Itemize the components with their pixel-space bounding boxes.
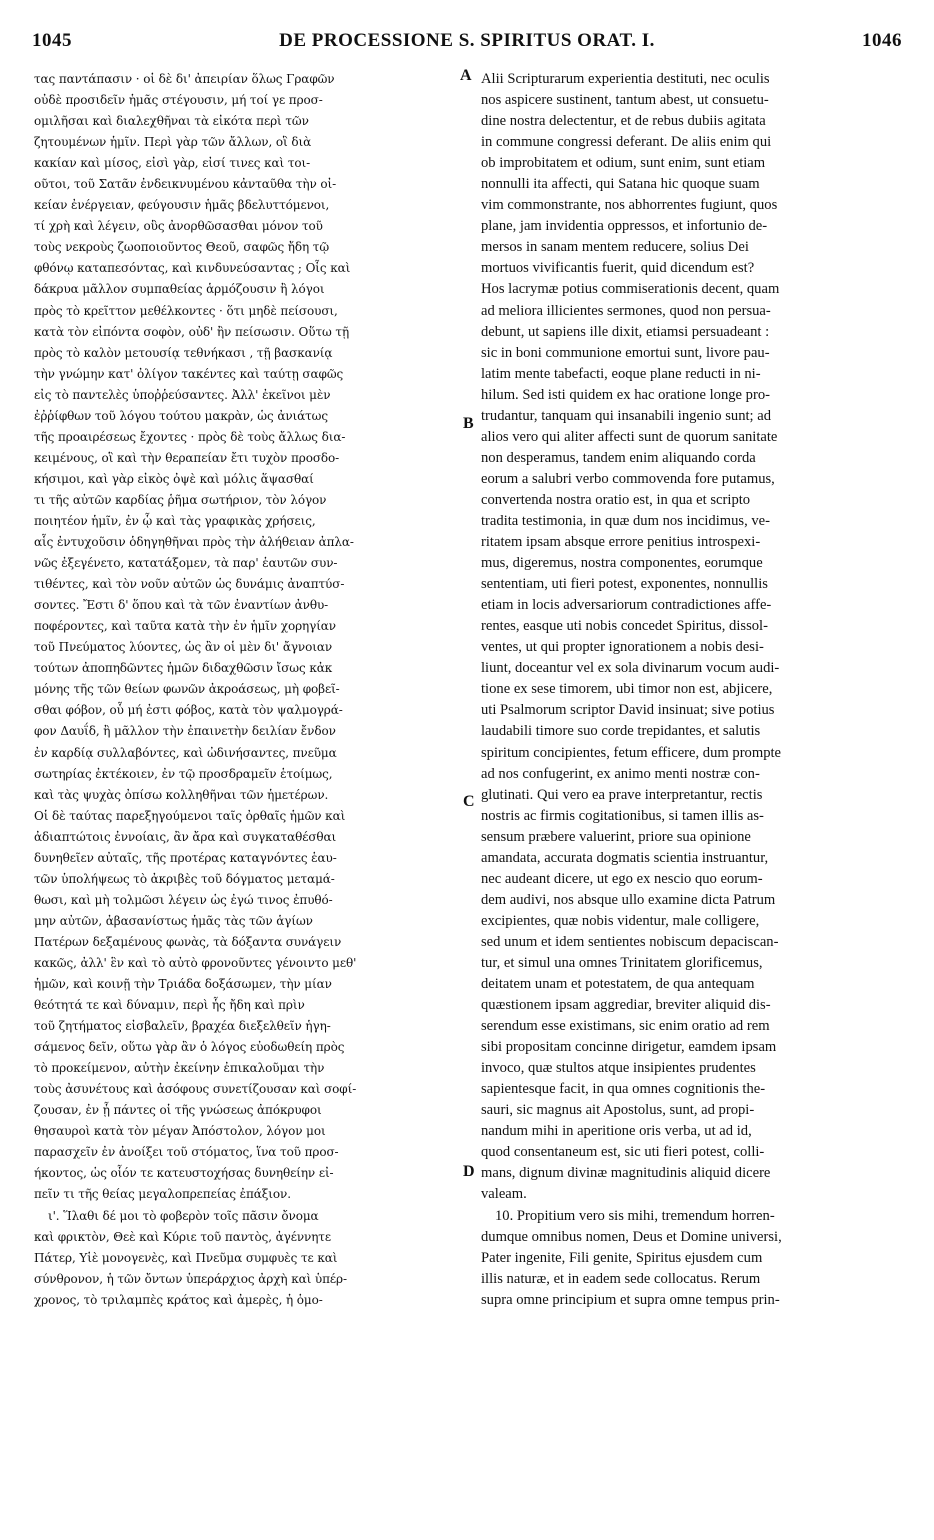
text-line: mersos in sanam mentem reducere, solius Dei — [481, 239, 749, 256]
text-line: illis naturæ, et in eadem sede collocatus. Rerum — [481, 1270, 761, 1287]
text-line: latim mente tabefacti, eoque plane reducti in ni- — [481, 365, 761, 382]
section-marker-d: D — [463, 1163, 475, 1180]
text-line: spiritum concipientes, fetum efficere, dum prompte — [481, 744, 782, 761]
text-line: ποφέροντες, καὶ ταῦτα κατὰ τὴν ἐν ἡμῖν χορηγίαν — [34, 619, 336, 634]
text-line: κήσιμοι, καὶ γὰρ εἰκὸς ὀψὲ καὶ μόλις ἅψασθαί — [34, 471, 314, 486]
text-line: trudantur, tanquam qui insanabili ingenio sunt; ad — [481, 407, 772, 424]
text-line: ι'. Ἵλαθι δέ μοι τὸ φοβερὸν τοῖς πᾶσιν ὄνομα — [48, 1208, 319, 1223]
text-line: hilum. Sed isti quidem ex hac oratione longe pro- — [481, 386, 770, 403]
text-line: σύνθρονον, ἡ τῶν ὄντων ὑπεράρχιος ἀρχὴ καὶ ὑπέρ- — [34, 1271, 347, 1286]
running-title: DE PROCESSIONE S. SPIRITUS ORAT. I. — [279, 30, 655, 51]
text-line: tione ex sese timorem, ubi timor non est, abjicere, — [481, 681, 773, 698]
text-line: sapientesque facit, in qua omnes cognitionis the- — [481, 1081, 766, 1098]
text-line: sententiam, uti fieri potest, exponentes, nonnullis — [481, 576, 768, 593]
section-marker-a: A — [460, 67, 472, 84]
text-line: ventes, ut qui propter ignorationem a nobis desi- — [481, 639, 764, 656]
text-line: eorum a salubri verbo commovenda fore putamus, — [481, 470, 775, 487]
text-line: plane, jam invidentia oppressos, et infortunio de- — [481, 218, 768, 235]
text-line: οὐδὲ προσιδεῖν ἡμᾶς στέγουσιν, μή τοί γε προσ- — [34, 93, 323, 108]
text-line: πεῖν τι τῆς θείας μεγαλοπρεπείας ἐπάξιον. — [34, 1187, 291, 1202]
text-line: τῆς προαιρέσεως ἔχοντες · πρὸς δὲ τοὺς ἄλλως δια- — [34, 429, 346, 444]
text-line: dem audivi, nos absque ullo examine dicta Patrum — [481, 891, 776, 908]
text-line: τοῦ ζητήματος εἰσβαλεῖν, βραχέα διεξελθεῖν ἡγη- — [34, 1019, 331, 1034]
latin-column — [481, 69, 906, 1311]
text-line: δυνηθεῖεν αὐταῖς, τῆς προτέρας καταγνόντες ἑαυ- — [34, 850, 337, 865]
text-line: debunt, ut sapiens ille dixit, etiamsi persuadeant : — [481, 323, 770, 340]
text-line: Hos lacrymæ potius commiserationis decent, quam — [481, 281, 780, 298]
text-line: vim commonstrante, nos abhorrentes fugiunt, quos — [481, 197, 778, 214]
text-line: τοὺς ἀσυνέτους καὶ ἀσόφους συνετίζουσαν καὶ σοφί- — [34, 1082, 357, 1097]
text-line: τι τῆς αὐτῶν καρδίας ῥῆμα σωτήριον, τὸν λόγον — [34, 492, 327, 507]
text-line: θωσι, καὶ μὴ τολμῶσι λέγειν ὡς ἐγώ τινος ἐπυθό- — [34, 892, 333, 907]
text-line: nos aspicere sustinent, tantum abest, ut consuetu- — [481, 92, 769, 109]
text-line: ad nos confugerint, ex animo menti nostræ con- — [481, 765, 760, 782]
text-line: κακίαν καὶ μίσος, εἰσὶ γὰρ, εἰσί τινες καὶ τοι- — [34, 156, 311, 171]
text-line: rentes, easque uti nobis concedet Spiritus, dissol- — [481, 618, 768, 635]
text-line: in commune congressi deferant. De aliis enim qui — [481, 134, 772, 151]
text-line: uti Psalmorum scriptor David insinuat; sive potius — [481, 702, 775, 719]
text-line: τιθέντες, καὶ τὸν νοῦν αὐτῶν ὡς δυνάμις ἀναπτύσ- — [34, 577, 345, 592]
text-line: Pater ingenite, Fili genite, Spiritus ejusdem cum — [481, 1249, 763, 1266]
section-marker-b: B — [463, 415, 474, 432]
text-line: μην αὐτῶν, ἀβασανίστως ἡμᾶς τὰς τῶν ἁγίων — [34, 913, 313, 928]
text-line: παρασχεῖν ἐν ἀνοίξει τοῦ στόματος, ἵνα τοῦ προσ- — [34, 1145, 339, 1160]
text-line: mans, dignum divinæ magnitudinis aliquid dicere — [481, 1165, 771, 1182]
text-line: τούτων ἀποπηδῶντες ἡμῶν διδαχθῶσιν ἴσως κἀκ — [34, 661, 333, 676]
page-number-left: 1045 — [32, 30, 72, 51]
text-line: τὸ προκείμενον, αὐτὴν ἐκείνην ἐπικαλοῦμαι τὴν — [34, 1061, 325, 1076]
text-line: ομιλῆσαι καὶ διαλεχθῆναι τὰ εἰκότα περὶ τῶν — [34, 114, 309, 129]
text-line: καὶ φρικτὸν, Θεὲ καὶ Κύριε τοῦ παντὸς, ἀγέννητε — [34, 1229, 331, 1244]
text-line: σοντες. Ἔστι δ' ὅπου καὶ τὰ τῶν ἐναντίων ἀνθυ- — [34, 598, 329, 613]
text-line: 10. Propitium vero sis mihi, tremendum horren- — [495, 1207, 775, 1224]
text-line: μόνης τῆς τῶν θείων φωνῶν ἀκροάσεως, μὴ φοβεῖ- — [34, 682, 340, 697]
text-line: excipientes, quæ nobis videntur, male colligere, — [481, 912, 760, 929]
text-line: Πατέρων δεξαμένους φωνὰς, τὰ δόξαντα συνάγειν — [34, 934, 342, 949]
text-line: φον Δαυΐδ, ἢ μᾶλλον τὴν ἐπαινετὴν δειλίαν ἔνδον — [34, 724, 336, 739]
text-line: θησαυροὶ κατὰ τὸν μέγαν Ἀπόστολον, λόγον μοι — [34, 1124, 326, 1139]
text-line: nandum mihi in aperitione oris verba, ut ad id, — [481, 1123, 752, 1140]
text-line: κείαν ἐνέργειαν, φεύγουσιν ἡμᾶς βδελυττόμενοι, — [34, 198, 330, 213]
text-line: quod consentaneum est, sic uti fieri potest, colli- — [481, 1144, 765, 1161]
text-line: τας παντάπασιν · οἱ δὲ δι' ἀπειρίαν ὅλως Γραφῶν — [34, 72, 335, 86]
text-line: tur, et simul una omnes Trinitatem glorificemus, — [481, 954, 763, 971]
text-line: καὶ τὰς ψυχὰς ὀπίσω κολληθῆναι τῶν ἡμετέρων. — [34, 787, 329, 802]
text-line: οῦτοι, τοῦ Σατᾶν ἐνδεικνυμένου κἀνταῦθα τὴν οἰ- — [34, 177, 337, 192]
section-marker-c: C — [463, 793, 475, 810]
text-line: nec audeant dicere, ut ego ex nescio quo eorum- — [481, 870, 763, 887]
text-line: sensum præbere valuerint, priore sua opinione — [481, 828, 751, 845]
text-line: etiam in locis adversariorum contradictiones affe- — [481, 597, 772, 614]
text-line: Alii Scripturarum experientia destituti, nec oculis — [481, 71, 770, 87]
text-line: liunt, doceantur vel ex sola divinarum vocum audi- — [481, 660, 780, 677]
text-line: τὴν γνώμην κατ' ὀλίγον τακέντες καὶ ταύτῃ σαφῶς — [34, 366, 344, 381]
text-line: nonnulli ita affecti, qui Satana hic quoque suam — [481, 176, 760, 193]
text-line: ποιητέον ἡμῖν, ἐν ᾧ καὶ τὰς γραφικὰς χρήσεις, — [34, 513, 316, 528]
text-line: mortuos vivificantis fuerit, quid dicendum est? — [481, 260, 755, 277]
text-line: ritatem ipsam absque errore penitius introspexi- — [481, 534, 761, 551]
text-line: κατὰ τὸν εἰπόντα σοφὸν, οὐδ' ἢν πείσωσιν. Οὕτω τῇ — [34, 324, 350, 339]
text-line: dumque omnibus nomen, Deus et Domine universi, — [481, 1228, 782, 1245]
text-line: sed unum et idem sentientes nobiscum depaciscan- — [481, 933, 779, 950]
text-line: πρὸς τὸ καλὸν μετουσίᾳ τεθνήκασι , τῇ βασκανίᾳ — [34, 345, 333, 360]
text-line: laudabili timore suo corde trepidantes, et salutis — [481, 723, 761, 740]
text-line: ζουσαν, ἐν ᾗ πάντες οἱ τῆς γνώσεως ἀπόκρυφοι — [34, 1103, 322, 1118]
text-line: τοῦ Πνεύματος λύοντες, ὡς ἂν οἱ μὲν δι' ἄγνοιαν — [34, 640, 333, 655]
text-line: ob improbitatem et odium, sunt enim, sunt etiam — [481, 155, 766, 172]
text-line: convertenda nostra oratio est, in qua et scripto — [481, 491, 751, 508]
text-line: πρὸς τὸ κρεῖττον μεθέλκοντες · ὅτι μηδὲ πείσουσι, — [34, 303, 338, 318]
page-number-right: 1046 — [862, 30, 902, 51]
text-line: Πάτερ, Υἱὲ μονογενὲς, καὶ Πνεῦμα συμφυὲς τε καὶ — [34, 1250, 338, 1265]
text-line: θεότητά τε καὶ δύναμιν, περὶ ἧς ἤδη καὶ πρὶν — [34, 998, 305, 1013]
text-line: εἰς τὸ παντελὲς ὑποῤῥεύσαντες. Ἀλλ' ἐκεῖνοι μὲν — [34, 387, 331, 402]
text-line: supra omne principium et supra omne tempus prin- — [481, 1291, 780, 1308]
text-line: σάμενος δεῖν, οὕτω γὰρ ἂν ὁ λόγος εὐοδωθείη πρὸς — [34, 1040, 345, 1055]
text-line: alios vero qui aliter affecti sunt de quorum sanitate — [481, 428, 778, 445]
text-line: ἀδιαπτώτοις ἐννοίαις, ἂν ἄρα καὶ συγκαταθέσθαι — [34, 829, 337, 844]
text-line: ἡμῶν, καὶ κοινῇ τὴν Τριάδα δοξάσωμεν, τὴν μίαν — [34, 977, 332, 992]
text-line: serendum esse existimans, sic enim oratio ad rem — [481, 1018, 770, 1035]
text-line: ήκοντος, ὡς οἷόν τε κατευστοχήσας δυνηθείην εἰ- — [34, 1166, 334, 1181]
text-line: νῶς ἐξεγένετο, κατατάξομεν, τὰ παρ' ἑαυτῶν συν- — [34, 556, 338, 571]
text-line: sic in boni communione emortui sunt, livore pau- — [481, 344, 770, 361]
text-line: κειμένους, οἳ καὶ τὴν θεραπείαν ἔτι τυχὸν προσδο- — [34, 450, 340, 465]
text-line: δάκρυα μᾶλλον συμπαθείας ἁρμόζουσιν ἢ λόγοι — [34, 282, 325, 297]
text-line: glutinati. Qui vero ea prave interpretantur, rectis — [481, 786, 763, 803]
text-line: invoco, quæ stultos atque insipientes prudentes — [481, 1060, 756, 1077]
text-line: τί χρὴ καὶ λέγειν, οὓς ἀνορθῶσασθαι μόνον τοῦ — [34, 219, 323, 234]
text-line: valeam. — [481, 1186, 527, 1203]
text-line: σωτηρίας ἐκτέκοιεν, ἐν τῷ προσδραμεῖν ἑτοίμως, — [34, 766, 333, 781]
text-line: τοὺς νεκροὺς ζωοποιοῦντος Θεοῦ, σαφῶς ἤδη τῷ — [34, 240, 330, 255]
text-line: Οἱ δὲ ταύτας παρεξηγούμενοι ταῖς ὀρθαῖς ἡμῶν καὶ — [34, 808, 346, 823]
text-line: dine nostra delectentur, et de rebus dubiis agitata — [481, 113, 766, 130]
text-line: non desperamus, tandem enim aliquando corda — [481, 449, 756, 466]
text-line: χρονος, τὸ τριλαμπὲς κράτος καὶ ἀμερὲς, ἡ ὁμο- — [34, 1292, 323, 1307]
text-line: σθαι φόβον, οὗ μή ἐστι φόβος, κατὰ τὸν ψαλμογρά- — [34, 703, 343, 718]
text-line: quæstionem ipsam aggrediar, breviter aliquid dis- — [481, 997, 771, 1014]
text-line: ἐν καρδίᾳ συλλαβόντες, καὶ ὠδινήσαντες, πνεῦμα — [34, 745, 337, 760]
text-line: τῶν ὑπολήψεως τὸ ἀκριβὲς τοῦ δόγματος μεταμά- — [34, 871, 335, 886]
text-line: nostris ac firmis cogitationibus, si tamen illis as- — [481, 807, 764, 824]
text-line: ἐῤῥίφθων τοῦ λόγου τούτου μακρὰν, ὡς ἀνιάτως — [34, 408, 328, 423]
text-line: φθόνῳ καταπεσόντας, καὶ κινδυνεύσαντας ; Οἷς καὶ — [34, 261, 351, 276]
greek-column — [34, 69, 459, 1311]
text-line: ζητουμένων ἡμῖν. Περὶ γὰρ τῶν ἄλλων, οἳ διὰ — [34, 135, 312, 150]
text-line: sauri, sic magnus ait Apostolus, sunt, ad propi- — [481, 1102, 755, 1119]
text-line: mus, digeremus, nostra componentes, eorumque — [481, 555, 763, 572]
text-line: sibi propositam concinne dirigetur, eamdem ipsam — [481, 1039, 777, 1056]
page-header — [32, 30, 902, 64]
text-line: αἷς ἐντυχοῦσιν ὁδηγηθῆναι πρὸς τὴν ἀλήθειαν ἀπλα- — [34, 535, 354, 550]
text-line: deitatem unam et potestatem, de qua antequam — [481, 976, 755, 993]
text-line: κακῶς, ἀλλ' ἓν καὶ τὸ αὐτὸ φρονοῦντες γένοιντο μεθ' — [34, 955, 357, 970]
text-line: tradita testimonia, in quæ dum nos incidimus, ve- — [481, 512, 771, 529]
text-line: amandata, accurata dogmatis scientia instruantur, — [481, 849, 769, 866]
text-line: ad meliora illicientes sermones, quod non persua- — [481, 302, 771, 319]
